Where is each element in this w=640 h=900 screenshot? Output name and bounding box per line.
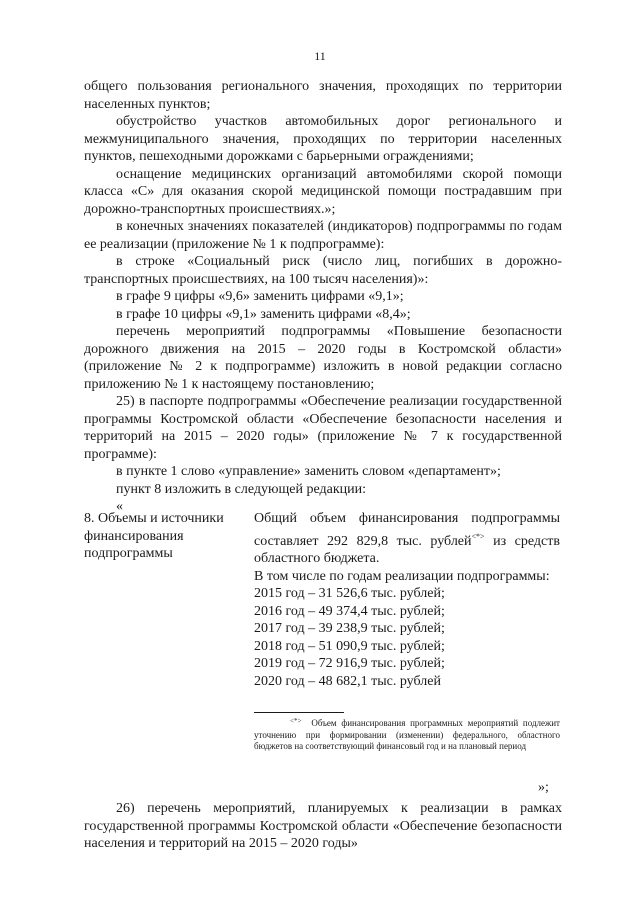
footnote-mark: <*> — [290, 717, 302, 725]
financing-year: 2017 год – 39 238,9 тыс. рублей; — [254, 621, 445, 636]
paragraph: обустройство участков автомобильных дорог регионального и межмуниципального значения, проходящих по территории населенных пунктов, пешеходными дорожками с барьерными ограждениями; — [84, 114, 562, 164]
financing-year: 2019 год – 72 916,9 тыс. рублей; — [254, 656, 445, 671]
paragraph: в строке «Социальный риск (число лиц, погибших в дорожно-транспортных происшествиях, на 100 тысяч населения)»: — [84, 254, 562, 287]
paragraph: 25) в паспорте подпрограммы «Обеспечение реализации государственной программы Костромской области «Обеспечение безопасности населения и территорий на 2015 – 2020 годы» (приложение № 7 к государственной программе): — [84, 394, 562, 462]
paragraph: перечень мероприятий подпрограммы «Повышение безопасности дорожного движения на 2015 – 2020 годы в Костромской области» (приложение № 2 к подпрограмме) изложить в новой редакции согласно приложению № 1 к настоящему постановлению; — [84, 324, 562, 392]
financing-details — [254, 510, 560, 690]
paragraph: в конечных значениях показателей (индикаторов) подпрограммы по годам ее реализации (приложение № 1 к подпрограмме): — [84, 219, 562, 252]
footnote — [254, 716, 560, 753]
financing-year: 2020 год – 48 682,1 тыс. рублей — [254, 673, 441, 689]
body-text — [84, 78, 562, 516]
financing-total — [254, 510, 560, 568]
financing-year: 2015 год – 31 526,6 тыс. рублей; — [254, 586, 445, 601]
financing-total-prefix: Общий объем финансирования подпрограммы составляет 292 829,8 тыс. рублей — [254, 511, 560, 549]
close-quote: »; — [538, 780, 549, 795]
footnote-divider — [254, 712, 344, 713]
paragraph: 26) перечень мероприятий, планируемых к реализации в рамках государственной программы Костромской области «Обеспечение безопасности населения и территорий на 2015 – 2020 годы» — [84, 801, 562, 851]
financing-total-suffix: из средств областного бюджета. — [254, 533, 560, 566]
financing-by-years: В том числе по годам реализации подпрограммы: — [254, 568, 550, 584]
bottom-text — [84, 800, 562, 853]
financing-year: 2016 год – 49 374,4 тыс. рублей; — [254, 603, 445, 619]
financing-year: 2018 год – 51 090,9 тыс. рублей; — [254, 638, 445, 654]
paragraph: в графе 9 цифры «9,6» заменить цифрами «9,1»; — [116, 289, 404, 304]
page-number: 11 — [314, 49, 326, 63]
paragraph-continuation: общего пользования регионального значения, проходящих по территории населенных пунктов; — [84, 79, 562, 112]
footnote-reference: <*> — [471, 531, 485, 541]
paragraph: оснащение медицинских организаций автомобилями скорой помощи класса «С» для оказания скорой медицинской помощи пострадавшим при дорожно-транспортных происшествиях.»; — [84, 166, 562, 217]
paragraph: пункт 8 изложить в следующей редакции: — [116, 481, 366, 497]
open-quote: « — [116, 499, 123, 514]
paragraph: в графе 10 цифры «9,1» заменить цифрами «8,4»; — [116, 306, 411, 322]
paragraph: в пункте 1 слово «управление» заменить словом «департамент»; — [116, 464, 501, 479]
financing-label: 8. Объемы и источники финансирования подпрограммы — [84, 511, 224, 561]
footnote-text: Объем финансирования программных мероприятий подлежит уточнению при формировании (изменении) федерального, областного бюджетов на соответствующий финансовый год и на плановый период — [254, 718, 560, 751]
